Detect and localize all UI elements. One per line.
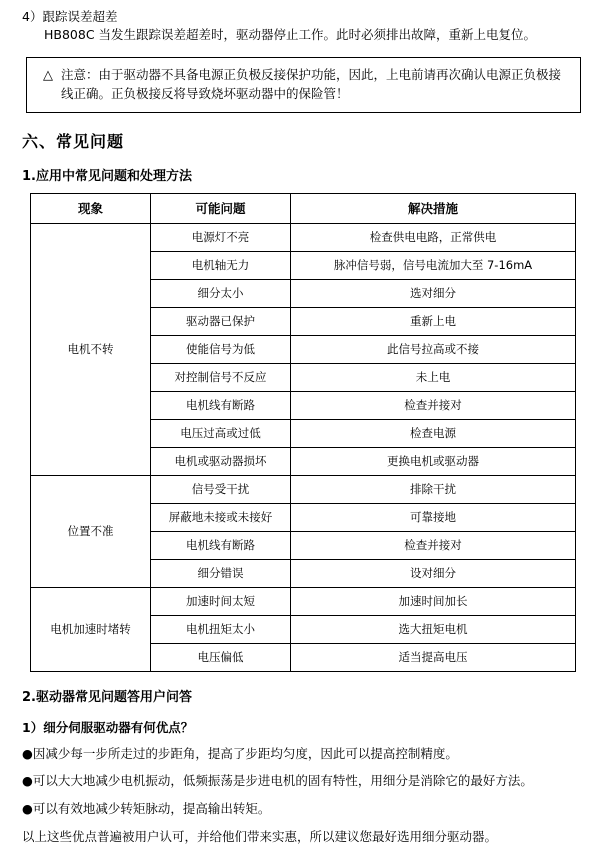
table-category-cell: 电机加速时堵转 [31,587,151,671]
section2-question: 1）细分伺服驱动器有何优点？ [22,719,194,735]
warning-note-box [26,57,581,113]
table-cell-problem: 对控制信号不反应 [151,363,291,391]
table-cell-problem: 信号受干扰 [151,475,291,503]
chapter-title: 六、常见问题 [22,131,125,151]
table-cell-solution: 选对细分 [291,279,576,307]
section2-bullet: ●可以有效地减少转矩脉动，提高输出转矩。 [22,801,271,817]
warning-note-text: 注意：由于驱动器不具备电源正负极反接保护功能，因此，上电前请再次确认电源正负极接线正确。正负极接反将导致烧坏驱动器中的保险管！ [61,66,562,102]
table-header-cell: 可能问题 [151,193,291,223]
table-cell-problem: 电压过高或过低 [151,419,291,447]
table-category-cell: 电机不转 [31,223,151,475]
table-cell-problem: 屏蔽地未接或未接好 [151,503,291,531]
table-header-cell: 现象 [31,193,151,223]
table-cell-solution: 检查供电电路，正常供电 [291,223,576,251]
table-cell-solution: 可靠接地 [291,503,576,531]
table-cell-solution: 加速时间加长 [291,587,576,615]
table-cell-problem: 电源灯不亮 [151,223,291,251]
table-cell-solution: 排除干扰 [291,475,576,503]
table-cell-problem: 电机轴无力 [151,251,291,279]
table-cell-problem: 驱动器已保护 [151,307,291,335]
table-cell-solution: 选大扭矩电机 [291,615,576,643]
section1-title: 1.应用中常见问题和处理方法 [22,168,192,184]
faq-table [30,193,576,672]
table-cell-problem: 电机线有断路 [151,391,291,419]
table-cell-solution: 更换电机或驱动器 [291,447,576,475]
table-cell-problem: 电压偏低 [151,643,291,671]
table-category-cell: 位置不准 [31,475,151,587]
top-section [0,0,607,45]
table-cell-solution: 检查并接对 [291,531,576,559]
table-header-row [31,193,576,223]
table-cell-solution: 检查电源 [291,419,576,447]
section2-bullet: ●因减少每一步所走过的步距角，提高了步距均匀度，因此可以提高控制精度。 [22,745,458,761]
table-cell-solution: 适当提高电压 [291,643,576,671]
warning-triangle-icon: △ [43,67,53,83]
table-cell-problem: 细分太小 [151,279,291,307]
table-cell-solution: 检查并接对 [291,391,576,419]
faq-table-wrapper [30,193,575,672]
section2-bullet: ●可以大大地减少电机振动，低频振荡是步进电机的固有特性，用细分是消除它的最好方法。 [22,773,533,789]
item-heading: 4）跟踪误差超差 [22,9,118,24]
table-cell-solution: 此信号拉高或不接 [291,335,576,363]
table-header-cell: 解决措施 [291,193,576,223]
table-cell-problem: 细分错误 [151,559,291,587]
table-cell-solution: 设对细分 [291,559,576,587]
section2-tail-text: 以上这些优点普遍被用户认可，并给他们带来实惠，所以建议您最好选用细分驱动器。 [22,828,498,844]
table-row [31,475,576,503]
table-cell-problem: 加速时间太短 [151,587,291,615]
table-cell-solution: 未上电 [291,363,576,391]
table-cell-problem: 电机线有断路 [151,531,291,559]
table-cell-problem: 电机或驱动器损坏 [151,447,291,475]
table-cell-problem: 使能信号为低 [151,335,291,363]
table-row [31,223,576,251]
section2-title: 2.驱动器常见问题答用户问答 [22,689,192,705]
item-body: HB808C 当发生跟踪误差超差时，驱动器停止工作。此时必须排出故障，重新上电复位。 [44,27,537,43]
table-cell-solution: 脉冲信号弱，信号电流加大至 7-16mA [291,251,576,279]
table-cell-solution: 重新上电 [291,307,576,335]
table-cell-problem: 电机扭矩太小 [151,615,291,643]
table-row [31,587,576,615]
